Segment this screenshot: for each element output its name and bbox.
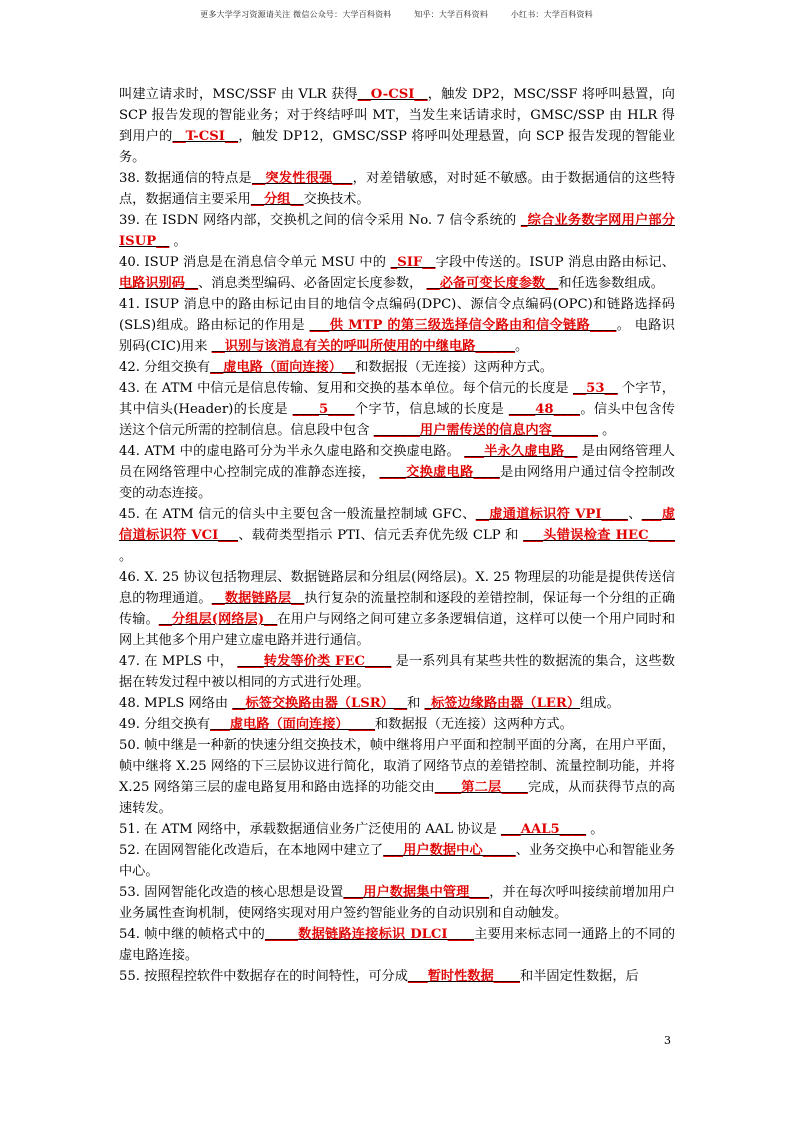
- answer-blank: ____第二层____: [434, 780, 528, 795]
- answer-blank: ____转发等价类 FEC____: [237, 654, 392, 669]
- question-text: 在用户与网络之间可建立多条逻辑信道，这样可以使一个用户同时和网上其他多个用户建立虚电路并进行通信。: [119, 612, 676, 648]
- question-text: 和半固定性数据，后: [520, 969, 639, 984]
- question-text: 主要用来标志同一通路上的不同的虚电路连接。: [119, 927, 676, 963]
- question-text: 54. 帧中继的帧格式中的: [119, 927, 265, 942]
- answer-blank: ____5____: [292, 402, 355, 417]
- question-text: 、: [627, 507, 642, 522]
- answer-blank: __O-CSI__: [357, 87, 428, 102]
- question-text: 。: [597, 423, 616, 438]
- question-text: 46. X. 25 协议包括物理层、数据链路层和分组层(网络层)。X. 25 物理层的功能是提供传送信息的物理通道。: [119, 570, 675, 606]
- question-text: 39. 在 ISDN 网络内部，交换机之间的信令采用 No. 7 信令系统的: [119, 213, 521, 228]
- question-text: 47. 在 MPLS 中，: [119, 654, 238, 669]
- question-text: 53. 固网智能化改造的核心思想是设置: [119, 885, 344, 900]
- question-text: ，对差错敏感，对时延不敏感。由于数据通信的这些特点，数据通信主要采用: [119, 171, 676, 207]
- answer-blank: ___虚电路（面向连接）____: [210, 717, 375, 732]
- question-paragraph: [119, 504, 675, 567]
- answer-blank: __必备可变长度参数__: [426, 276, 559, 291]
- question-paragraph: [119, 819, 675, 840]
- question-text: 42. 分组交换有: [119, 360, 211, 375]
- question-paragraph: [119, 840, 675, 882]
- answer-blank: __标签交换路由器（LSR）__: [232, 696, 408, 711]
- answer-blank: __分组层(网络层)__: [158, 612, 278, 627]
- question-paragraph: [119, 567, 675, 651]
- question-text: 组成。: [580, 696, 620, 711]
- header-xiaohongshu: 小红书：大学百科资料: [510, 10, 593, 19]
- question-text: 个字节，信息域的长度是: [354, 402, 509, 417]
- question-text: 、消息类型编码、必备固定长度参数，: [198, 276, 427, 291]
- question-text: 和数据报（无连接）这两种方式。: [374, 717, 573, 732]
- question-text: 和任选参数组成。: [558, 276, 664, 291]
- answer-blank: _SIF__: [390, 255, 436, 270]
- question-text: 38. 数据通信的特点是: [119, 171, 252, 186]
- answer-blank: __分组__: [250, 192, 304, 207]
- answer-blank: __识别与该消息有关的呼叫所使用的中继电路______: [211, 339, 515, 354]
- question-text: 个字节，其中信头(Header)的长度是: [119, 381, 675, 417]
- question-paragraph: [119, 714, 675, 735]
- question-text: 是一系列具有某些共性的数据流的集合，这些数据在转发过程中被以相同的方式进行处理。: [119, 654, 675, 690]
- header-zhihu: 知乎：大学百科资料: [414, 10, 489, 19]
- question-paragraph: [119, 168, 675, 210]
- answer-blank: ___虚信道标识符 VCI___: [119, 507, 676, 543]
- question-text: 。: [119, 549, 133, 564]
- question-text: 49. 分组交换有: [119, 717, 211, 732]
- question-text: 51. 在 ATM 网络中，承载数据通信业务广泛使用的 AAL 协议是: [119, 822, 501, 837]
- answer-blank: ___半永久虚电路__: [464, 444, 578, 459]
- answer-blank: __53__: [572, 381, 618, 396]
- question-text: 完成，从而获得节点的高速转发。: [119, 780, 676, 816]
- page-number: 3: [664, 1034, 671, 1047]
- question-text: ，触发 DP2，MSC/SSF 将呼叫悬置，向 SCP 报告发现的智能业务；对于终结呼叫 MT，当发生来话请求时，GMSC/SSP 由 HLR 得到用户的: [119, 87, 675, 144]
- answer-blank: __数据链路层__: [211, 591, 305, 606]
- question-text: 48. MPLS 网络由: [119, 696, 233, 711]
- answer-blank: ___用户数据中心_____: [383, 843, 516, 858]
- question-paragraph: [119, 735, 675, 819]
- question-paragraph: [119, 693, 675, 714]
- question-text: ，并在每次呼叫接续前增加用户业务属性查询机制，使网络实现对用户签约智能业务的自动识别和自动触发。: [119, 885, 676, 921]
- question-text: 43. 在 ATM 中信元是信息传输、复用和交换的基本单位。每个信元的长度是: [119, 381, 573, 396]
- question-paragraph: [119, 651, 675, 693]
- answer-blank: __T-CSI__: [172, 129, 239, 144]
- question-text: 交换技术。: [303, 192, 370, 207]
- question-paragraph: [119, 210, 675, 252]
- question-text: 52. 在固网智能化改造后，在本地网中建立了: [119, 843, 384, 858]
- question-text: 叫建立请求时，MSC/SSF 由 VLR 获得: [119, 87, 358, 102]
- answer-blank: ____交换虚电路____: [379, 465, 500, 480]
- question-text: 是由网络用户通过信令控制改变的动态连接。: [119, 465, 675, 501]
- answer-blank: _标签边缘路由器（LER）: [424, 696, 581, 711]
- question-text: 、业务交换中心和智能业务中心。: [119, 843, 676, 879]
- question-text: 50. 帧中继是一种新的快速分组交换技术，帧中继将用户平面和控制平面的分离，在用户平面，帧中继将 X.25 网络的下三层协议进行简化，取消了网络节点的差错控制、流量控制功能，并将 X.25 网络第三层的虚电路复用和路由选择的功能交由: [119, 738, 675, 795]
- question-text: 和数据报（无连接）这两种方式。: [355, 360, 553, 375]
- answer-blank: ___暂时性数据____: [407, 969, 521, 984]
- question-text: 45. 在 ATM 信元的信头中主要包含一般流量控制域 GFC、: [119, 507, 476, 522]
- question-paragraph: [119, 294, 675, 357]
- question-text: 40. ISUP 消息是在消息信令单元 MSU 中的: [119, 255, 391, 270]
- answer-blank: 电路识别码__: [119, 276, 199, 291]
- question-text: 。: [169, 234, 187, 249]
- answer-blank: __突发性很强___: [251, 171, 353, 186]
- answer-blank: _______用户需传送的信息内容_______: [373, 423, 598, 438]
- question-paragraph: [119, 924, 675, 966]
- question-text: 和: [407, 696, 425, 711]
- answer-blank: _综合业务数字网用户部分 ISUP__: [119, 213, 676, 249]
- answer-blank: ___头错误检查 HEC____: [523, 528, 675, 543]
- answer-blank: ___AAL5____: [500, 822, 587, 837]
- document-body: [119, 84, 675, 987]
- question-paragraph: [119, 84, 675, 168]
- answer-blank: ___用户数据集中管理___: [343, 885, 490, 900]
- question-paragraph: [119, 966, 675, 987]
- question-text: 41. ISUP 消息中的路由标记由目的地信令点编码(DPC)、源信令点编码(OPC)和链路选择码(SLS)组成。路由标记的作用是: [119, 297, 675, 333]
- page-header: [0, 9, 793, 20]
- question-text: 。 电路识别码(CIC)用来: [119, 318, 675, 354]
- answer-blank: __虚电路（面向连接）__: [210, 360, 356, 375]
- question-text: 是由网络管理人员在网络管理中心控制完成的准静态连接，: [119, 444, 675, 480]
- answer-blank: ___供 MTP 的第三级选择信令路由和信令链路____: [309, 318, 617, 333]
- header-wechat: 更多大学学习资源请关注 微信公众号：大学百科资料: [200, 10, 392, 19]
- question-text: 执行复杂的流量控制和逐段的差错控制，保证每一个分组的正确传输。: [119, 591, 676, 627]
- question-text: ，触发 DP12，GMSC/SSP 将呼叫处理悬置，向 SCP 报告发现的智能业务。: [119, 129, 676, 165]
- question-paragraph: [119, 441, 675, 504]
- question-paragraph: [119, 378, 675, 441]
- question-text: 。: [586, 822, 604, 837]
- question-text: 、载荷类型指示 PTI、信元丢弃优先级 CLP 和: [238, 528, 524, 543]
- question-paragraph: [119, 882, 675, 924]
- answer-blank: _____数据链路连接标识 DLCI____: [265, 927, 474, 942]
- question-text: 55. 按照程控软件中数据存在的时间特性，可分成: [119, 969, 408, 984]
- question-text: 。: [514, 339, 529, 354]
- question-paragraph: [119, 252, 675, 294]
- question-paragraph: [119, 357, 675, 378]
- answer-blank: __虚通道标识符 VPI____: [475, 507, 628, 522]
- answer-blank: ____48____: [508, 402, 580, 417]
- question-text: 44. ATM 中的虚电路可分为半永久虚电路和交换虚电路。: [119, 444, 465, 459]
- question-text: 字段中传送的。ISUP 消息由路由标记、: [435, 255, 675, 270]
- question-text: 。信头中包含传送这个信元所需的控制信息。信息段中包含: [119, 402, 675, 438]
